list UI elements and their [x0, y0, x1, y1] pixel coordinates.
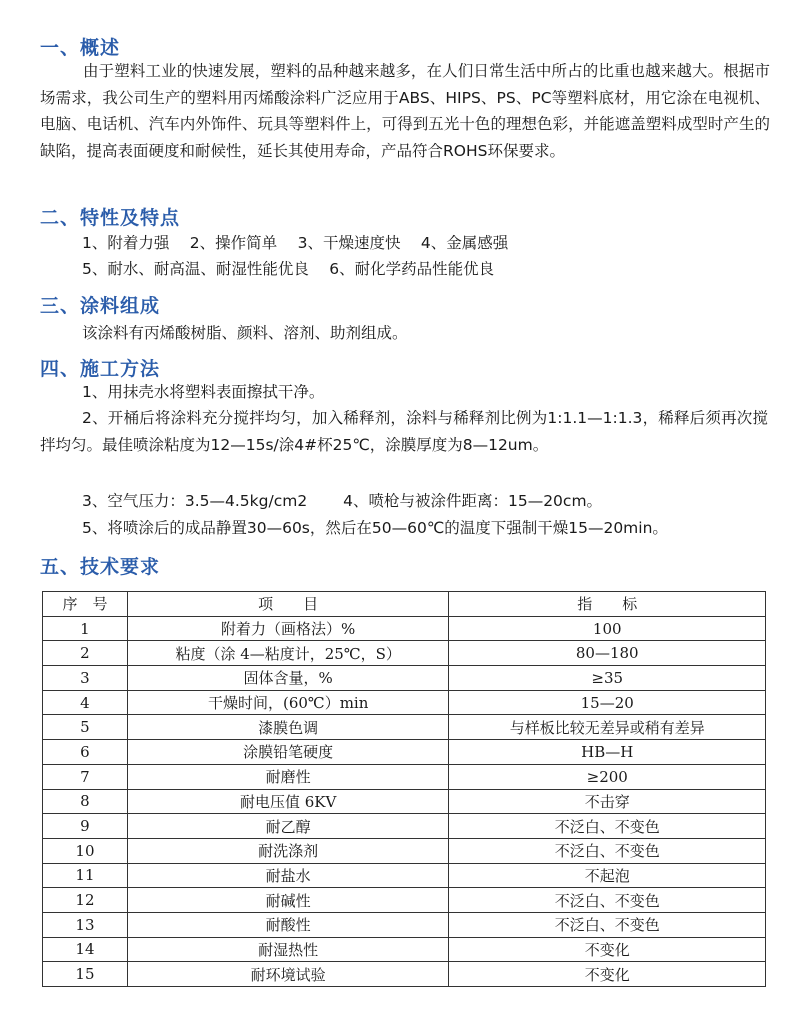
cell-item: 固体含量，% [127, 666, 449, 691]
section-heading-application: 四、施工方法 [40, 358, 161, 380]
section-heading-features: 二、特性及特点 [40, 207, 181, 229]
cell-item: 耐乙醇 [127, 814, 449, 839]
header-serial-number: 序 号 [43, 592, 128, 617]
cell-item: 干燥时间，(60℃）min [127, 690, 449, 715]
cell-item: 耐磨性 [127, 764, 449, 789]
table-row [43, 814, 766, 839]
cell-item: 耐酸性 [127, 912, 449, 937]
cell-specification: 15—20 [449, 690, 766, 715]
table-row [43, 666, 766, 691]
table-row [43, 740, 766, 765]
cell-specification: 80—180 [449, 641, 766, 666]
table-row [43, 962, 766, 987]
cell-specification: ≥200 [449, 764, 766, 789]
cell-serial-number: 10 [43, 838, 128, 863]
table-body [43, 616, 766, 986]
cell-serial-number: 13 [43, 912, 128, 937]
table-row [43, 888, 766, 913]
cell-serial-number: 14 [43, 937, 128, 962]
cell-specification: 不泛白、不变色 [449, 814, 766, 839]
cell-item: 附着力（画格法）% [127, 616, 449, 641]
table-row [43, 641, 766, 666]
application-step-3-4: 3、空气压力：3.5—4.5kg/cm2 4、喷枪与被涂件距离：15—20cm。 [82, 492, 603, 510]
cell-specification: 不泛白、不变色 [449, 838, 766, 863]
header-item: 项 目 [127, 592, 449, 617]
cell-item: 耐碱性 [127, 888, 449, 913]
cell-serial-number: 6 [43, 740, 128, 765]
application-step-2: 2、开桶后将涂料充分搅拌均匀，加入稀释剂，涂料与稀释剂比例为1:1.1—1:1.3，稀释后须再次搅拌均匀。最佳喷涂粘度为12—15s/涂4#杯25℃，涂膜厚度为8—12um。 [40, 409, 768, 454]
cell-specification: 100 [449, 616, 766, 641]
cell-specification: 不起泡 [449, 863, 766, 888]
technical-requirements-table [42, 591, 766, 987]
cell-serial-number: 5 [43, 715, 128, 740]
table-header-row [43, 592, 766, 617]
section-heading-technical-requirements: 五、技术要求 [40, 556, 161, 578]
cell-serial-number: 3 [43, 666, 128, 691]
cell-specification: ≥35 [449, 666, 766, 691]
table-row [43, 715, 766, 740]
cell-item: 涂膜铅笔硬度 [127, 740, 449, 765]
cell-item: 漆膜色调 [127, 715, 449, 740]
cell-item: 耐盐水 [127, 863, 449, 888]
cell-item: 耐湿热性 [127, 937, 449, 962]
cell-specification: 与样板比较无差异或稍有差异 [449, 715, 766, 740]
cell-serial-number: 1 [43, 616, 128, 641]
table-row [43, 789, 766, 814]
cell-specification: 不击穿 [449, 789, 766, 814]
section-heading-overview: 一、概述 [40, 37, 121, 59]
cell-specification: HB—H [449, 740, 766, 765]
cell-item: 耐洗涤剂 [127, 838, 449, 863]
overview-paragraph: 由于塑料工业的快速发展，塑料的品种越来越多，在人们日常生活中所占的比重也越来越大。根据市场需求，我公司生产的塑料用丙烯酸涂料广泛应用于ABS、HIPS、PS、PC等塑料底材，用它涂在电视机、电脑、电话机、汽车内外饰件、玩具等塑料件上，可得到五光十色的理想色彩，并能遮盖塑料成型时产生的缺陷，提高表面硬度和耐候性，延长其使用寿命，产品符合ROHS环保要求。 [40, 62, 770, 160]
section-heading-composition: 三、涂料组成 [40, 295, 161, 317]
application-step-1: 1、用抹壳水将塑料表面擦拭干净。 [82, 383, 325, 401]
cell-serial-number: 11 [43, 863, 128, 888]
cell-specification: 不变化 [449, 962, 766, 987]
features-line-2: 5、耐水、耐高温、耐湿性能优良 6、耐化学药品性能优良 [82, 260, 495, 278]
table-row [43, 616, 766, 641]
cell-item: 耐环境试验 [127, 962, 449, 987]
cell-serial-number: 9 [43, 814, 128, 839]
table-row [43, 838, 766, 863]
cell-specification: 不变化 [449, 937, 766, 962]
table-row [43, 912, 766, 937]
cell-specification: 不泛白、不变色 [449, 912, 766, 937]
cell-serial-number: 4 [43, 690, 128, 715]
application-step-5: 5、将喷涂后的成品静置30—60s，然后在50—60℃的温度下强制干燥15—20min。 [82, 519, 668, 537]
cell-serial-number: 8 [43, 789, 128, 814]
cell-serial-number: 7 [43, 764, 128, 789]
composition-text: 该涂料有丙烯酸树脂、颜料、溶剂、助剂组成。 [82, 324, 408, 342]
features-line-1: 1、附着力强 2、操作简单 3、干燥速度快 4、金属感强 [82, 234, 509, 252]
table-row [43, 937, 766, 962]
cell-specification: 不泛白、不变色 [449, 888, 766, 913]
table-row [43, 690, 766, 715]
cell-item: 耐电压值 6KV [127, 789, 449, 814]
header-specification: 指 标 [449, 592, 766, 617]
table-row [43, 863, 766, 888]
cell-serial-number: 12 [43, 888, 128, 913]
cell-item: 粘度（涂 4—粘度计，25℃，S） [127, 641, 449, 666]
cell-serial-number: 15 [43, 962, 128, 987]
cell-serial-number: 2 [43, 641, 128, 666]
table-row [43, 764, 766, 789]
